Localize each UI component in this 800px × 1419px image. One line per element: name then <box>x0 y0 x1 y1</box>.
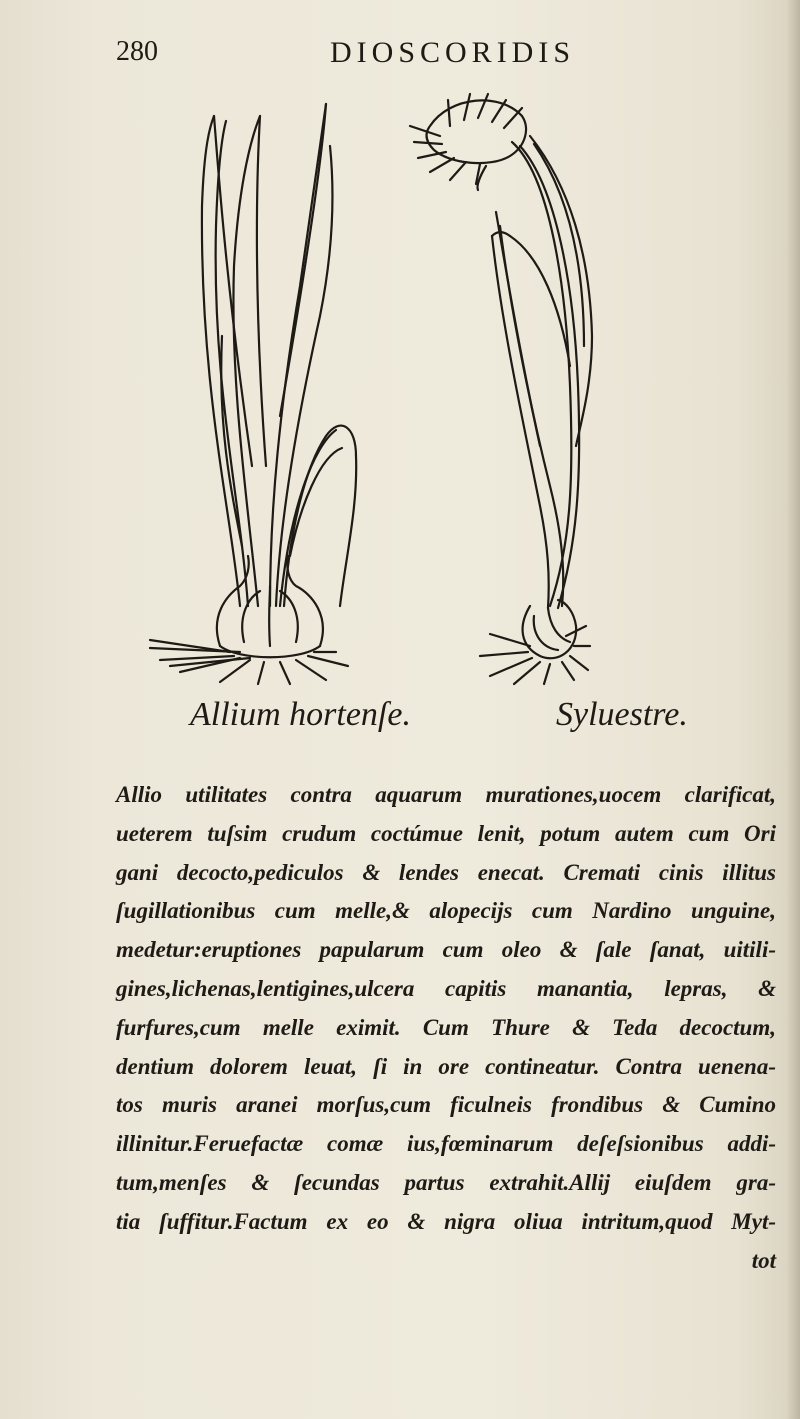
body-text <box>116 776 776 1280</box>
allium-sylvestre-plant <box>410 94 592 684</box>
text-line: illinitur.Feruefactæ comæ ius,fœminarum deſeſsionibus addi- <box>116 1131 776 1157</box>
allium-hortense-plant <box>150 104 356 684</box>
text-line: tum,menſes & ſecundas partus extrahit.Allij eiuſdem gra- <box>116 1169 776 1195</box>
text-line: tia ſuffitur.Factum ex eo & nigra oliua intritum,quod Myt- <box>116 1208 776 1234</box>
catchword: tot <box>751 1247 776 1273</box>
woodcut-illustration <box>130 86 600 686</box>
text-line: furfures,cum melle eximit. Cum Thure & Teda decoctum, <box>116 1014 776 1040</box>
text-line: tos muris aranei morſus,cum ficulneis frondibus & Cumino <box>116 1092 776 1118</box>
page-number: 280 <box>116 36 158 67</box>
text-line: gines,lichenas,lentigines,ulcera capitis manantia, lepras, & <box>116 975 776 1001</box>
text-line: ueterem tuſsim crudum coctúmue lenit, potum autem cum Ori <box>116 820 776 846</box>
text-line: dentium dolorem leuat, ſi in ore contineatur. Contra uenena- <box>116 1053 776 1079</box>
caption-syluestre: Syluestre. <box>556 696 688 733</box>
page-edge-shadow <box>786 0 800 1419</box>
running-head: DIOSCORIDIS <box>330 36 576 69</box>
text-line: ſugillationibus cum melle,& alopecijs cum Nardino unguine, <box>116 898 776 924</box>
text-line: gani decocto,pediculos & lendes enecat. Cremati cinis illitus <box>116 859 776 885</box>
text-line: Allio utilitates contra aquarum murationes,uocem clarificat, <box>116 782 776 807</box>
caption-allium-hortense: Allium hortenſe. <box>190 696 411 733</box>
text-line: medetur:eruptiones papularum cum oleo & ſale ſanat, uitili- <box>116 937 776 963</box>
